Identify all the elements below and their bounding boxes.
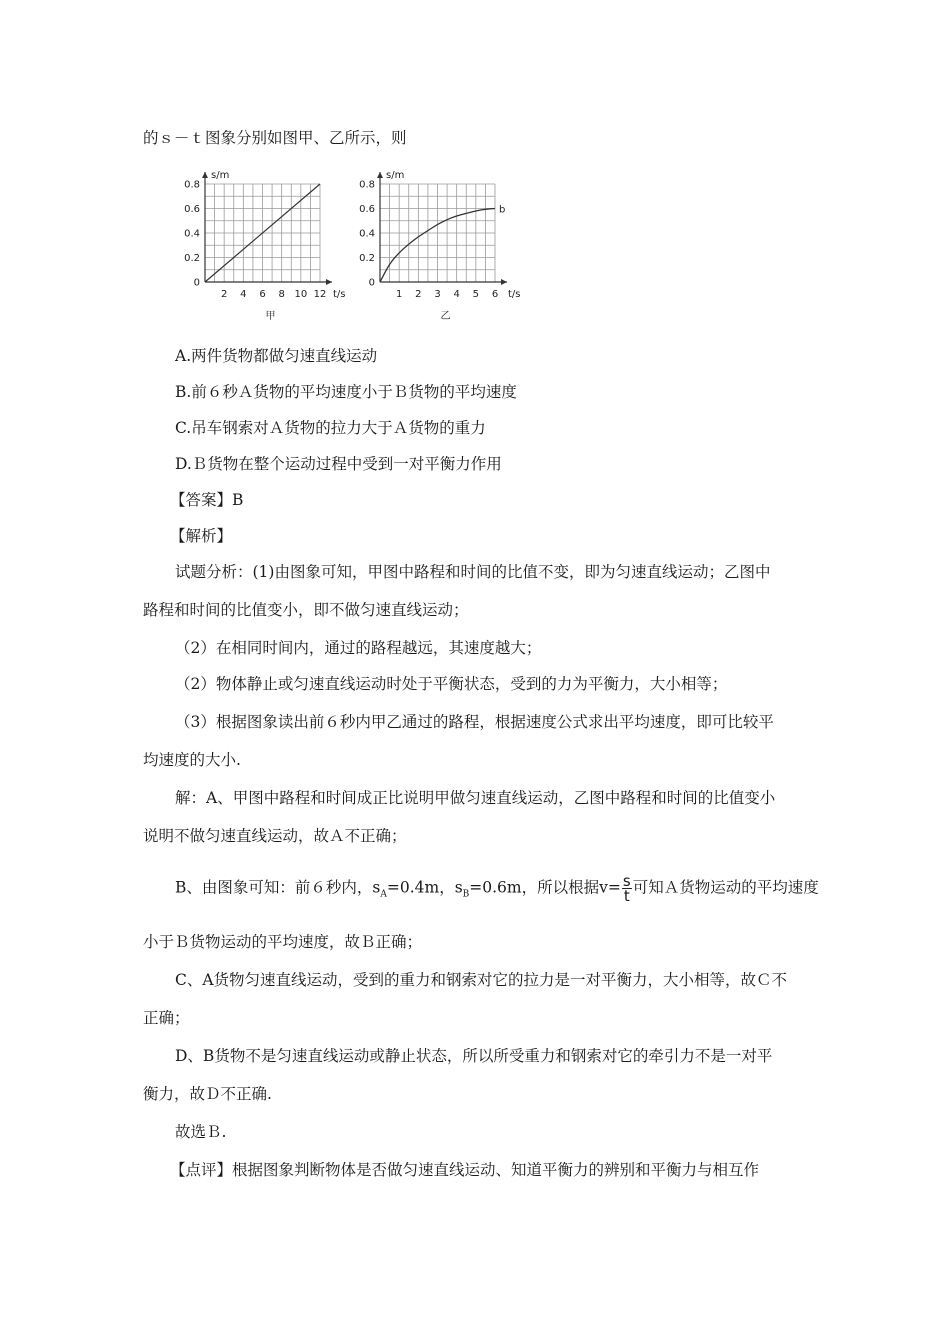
- y-tick-label: 0.4: [184, 228, 200, 240]
- analysis-line: D、B货物不是匀速直线运动或静止状态，所以所受重力和钢索对它的牵引力不是一对平: [175, 1047, 773, 1065]
- subscript-b: B: [462, 889, 470, 900]
- analysis-line: 正确；: [143, 1009, 190, 1027]
- analysis-line: 路程和时间的比值变小，即不做匀速直线运动；: [143, 601, 469, 619]
- chart-jia-ylabel: s/m: [211, 170, 230, 181]
- y-tick-label: 0.4: [359, 228, 375, 240]
- y-axis-arrow-icon: [377, 172, 383, 178]
- analysis-line-formula: [175, 874, 819, 905]
- intro-text: 的ｓ－ｔ图象分别如图甲、乙所示，则: [143, 129, 407, 147]
- y-tick-label: 0: [368, 277, 375, 289]
- x-tick-label: 2: [415, 289, 422, 300]
- x-axis-arrow-icon: [326, 279, 332, 285]
- analysis-line: 试题分析：(1)由图象可知，甲图中路程和时间的比值不变，即为匀速直线运动；乙图中: [175, 563, 771, 581]
- y-tick-label: 0.8: [359, 179, 375, 191]
- analysis-line: 说明不做匀速直线运动，故Ａ不正确；: [143, 827, 407, 845]
- x-tick-label: 4: [240, 289, 247, 300]
- analysis-line: C、A货物匀速直线运动，受到的重力和钢索对它的拉力是一对平衡力，大小相等，故Ｃ不: [175, 971, 788, 989]
- analysis-line: 小于Ｂ货物运动的平均速度，故Ｂ正确；: [143, 933, 423, 951]
- x-tick-label: 8: [278, 289, 285, 300]
- chart-yi-caption: 乙: [440, 311, 451, 322]
- y-tick-label: 0.6: [359, 204, 375, 215]
- answer-text: 【答案】B: [170, 491, 244, 509]
- formula-text: B、由图象可知：前６秒内，s: [175, 878, 381, 897]
- formula-text: =0.4m，s: [386, 878, 463, 897]
- chart-jia-caption: 甲: [265, 311, 276, 322]
- subscript-a: A: [380, 889, 387, 900]
- analysis-line: 故选Ｂ.: [175, 1123, 227, 1141]
- y-axis-arrow-icon: [202, 172, 208, 178]
- chart-yi-curve-label: b: [499, 204, 506, 216]
- x-tick-label: 2: [220, 289, 228, 300]
- chart-jia-svg: [175, 158, 365, 328]
- y-tick-label: 0: [193, 277, 200, 289]
- fraction-numerator: s: [622, 872, 631, 890]
- x-tick-label: 12: [313, 289, 327, 300]
- formula-text: 可知Ａ货物运动的平均速度: [632, 878, 819, 897]
- chart-yi-ylabel: s/m: [386, 170, 405, 181]
- analysis-heading: 【解析】: [170, 527, 233, 545]
- chart-yi-svg: [350, 158, 540, 328]
- formula-text: =0.6m，所以根据: [469, 878, 600, 897]
- analysis-line: （2）物体静止或匀速直线运动时处于平衡状态，受到的力为平衡力，大小相等；: [175, 675, 728, 693]
- x-tick-label: 10: [294, 289, 308, 300]
- x-axis-arrow-icon: [501, 279, 507, 285]
- x-tick-label: 3: [434, 289, 441, 300]
- option-a: A.两件货物都做匀速直线运动: [175, 347, 378, 365]
- y-tick-label: 0.8: [184, 179, 200, 191]
- y-tick-label: 0.2: [184, 253, 200, 264]
- option-c: C.吊车钢索对Ａ货物的拉力大于Ａ货物的重力: [175, 419, 486, 437]
- x-tick-label: 1: [395, 289, 403, 300]
- chart-yi-axes: [377, 172, 507, 285]
- analysis-line: 解：A、甲图中路程和时间成正比说明甲做匀速直线运动，乙图中路程和时间的比值变小: [175, 789, 776, 807]
- comment-line: 【点评】根据图象判断物体是否做匀速直线运动、知道平衡力的辨别和平衡力与相互作: [170, 1161, 760, 1179]
- x-tick-label: 6: [259, 289, 266, 300]
- analysis-line: 均速度的大小.: [143, 751, 241, 769]
- y-tick-label: 0.6: [184, 204, 200, 215]
- formula-v: v=: [599, 878, 621, 897]
- x-tick-label: 6: [491, 289, 499, 300]
- chart-jia-xlabel: t/s: [333, 289, 346, 300]
- analysis-line: 衡力，故Ｄ不正确.: [143, 1085, 272, 1103]
- chart-jia: [175, 158, 365, 328]
- chart-yi-xlabel: t/s: [508, 289, 521, 300]
- analysis-line: （2）在相同时间内，通过的路程越远，其速度越大；: [175, 639, 542, 657]
- fraction-denominator: t: [623, 887, 630, 905]
- y-tick-label: 0.2: [359, 253, 375, 264]
- option-d: D.Ｂ货物在整个运动过程中受到一对平衡力作用: [175, 455, 502, 473]
- chart-yi-grid: [380, 184, 495, 282]
- chart-yi: [350, 158, 540, 328]
- speed-fraction: [622, 874, 632, 903]
- analysis-line: （3）根据图象读出前６秒内甲乙通过的路程，根据速度公式求出平均速度，即可比较平: [175, 713, 774, 731]
- x-tick-label: 5: [472, 289, 480, 300]
- option-b: B.前６秒Ａ货物的平均速度小于Ｂ货物的平均速度: [175, 383, 517, 401]
- x-tick-label: 4: [453, 289, 460, 300]
